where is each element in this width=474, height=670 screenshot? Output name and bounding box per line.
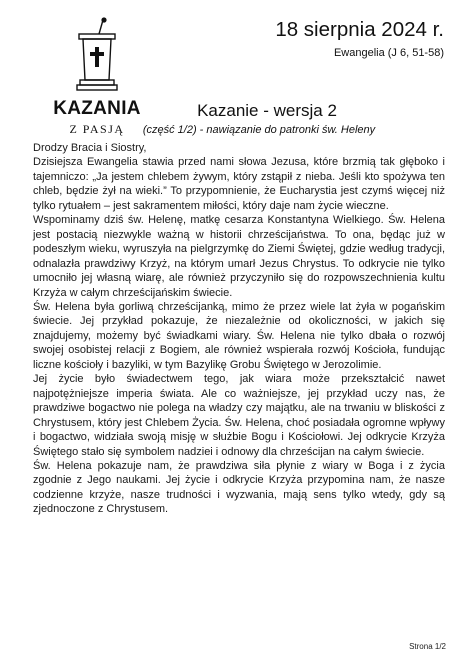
logo-subtitle: Z PASJĄ xyxy=(69,122,125,136)
gospel-reference: Ewangelia (J 6, 51-58) xyxy=(333,47,444,59)
paragraph: Jej życie było świadectwem tego, jak wiara może przekształcić nawet najpotężniejsze imperia świata. Ale co ważniejsze, jej przykład uczy nas, że prawdziwe bogactwo nie polega na władzy czy majątku, ale na trwaniu w bliskości z Chrystusem, który jest Chlebem Życia. Św. Helena, choć posiadała ogromne wpływy i bogactwo, widziała swoją misję w służbie Bogu i Kościołowi. Jej odkrycie Krzyża Świętego stało się symbolem nadziei i odnowy dla chrześcijan na całym świecie. xyxy=(33,373,445,458)
pulpit-icon xyxy=(67,16,127,96)
paragraph: Św. Helena pokazuje nam, że prawdziwa siła płynie z wiary w Boga i z życia zgodnie z Jego naukami. Jej życie i odkrycie Krzyża przypomina nam, że nasze codzienne krzyże, nasze trudności i wyzwania, mają sens tylko wtedy, gdy są zjednoczone z Chrystusem. xyxy=(33,459,445,516)
page-number: Strona 1/2 xyxy=(409,642,446,651)
sermon-date: 18 sierpnia 2024 r. xyxy=(275,18,444,41)
logo-title: KAZANIA xyxy=(53,98,141,119)
paragraph: Dzisiejsza Ewangelia stawia przed nami słowa Jezusa, które brzmią tak głęboko i tajemniczo: „Ja jestem chlebem żywym, który zstąpił z nieba. Jeśli kto spożywa ten chleb, będzie żył na wieki.” To przypomnienie, że Eucharystia jest czymś więcej niż tylko rytuałem – jest sakramentem miłości, który daje nam życie wieczne. xyxy=(33,156,445,212)
greeting: Drodzy Bracia i Siostry, xyxy=(33,142,147,154)
sermon-title: Kazanie - wersja 2 xyxy=(197,101,337,120)
paragraph: Wspominamy dziś św. Helenę, matkę cesarza Konstantyna Wielkiego. Św. Helena jest postacią niezwykle ważną w historii chrześcijaństwa. To ona, będąc już w podeszłym wieku, wyruszyła na pielgrzymkę do Ziemi Świętej, gdzie według tradycji, odnalazła prawdziwy Krzyż, na którym umarł Jezus Chrystus. To odkrycie nie tylko umocniło jej własną wiarę, ale również przyczyniło się do rozpowszechnienia kultu Krzyża w całym chrześcijańskim świecie. xyxy=(33,214,445,299)
sermon-body xyxy=(33,141,445,517)
sermon-subtitle: (część 1/2) - nawiązanie do patronki św. Heleny xyxy=(142,124,376,136)
paragraph: Św. Helena była gorliwą chrześcijanką, mimo że przez wiele lat żyła w pogańskim świecie. Jej przykład pokazuje, że niezależnie od okoliczności, w jakich się znajdujemy, możemy być świadkami wiary. Św. Helena nie tylko dbała o rozwój swojej osobistej relacji z Bogiem, ale również wspierała rozwój Kościoła, fundując liczne kościoły i bazyliki, w tym Bazylikę Grobu Świętego w Jerozolimie. xyxy=(33,300,445,371)
